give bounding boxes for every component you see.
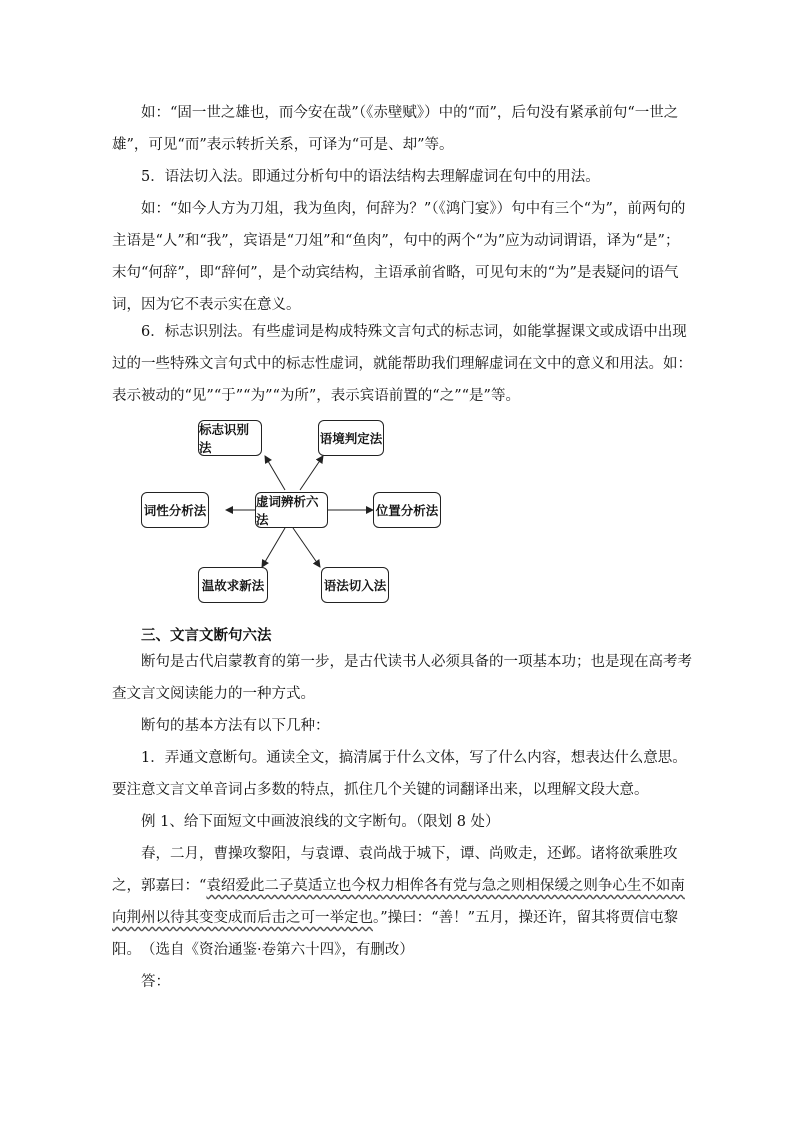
section-heading: 三、文言文断句六法: [141, 627, 272, 644]
diagram-node-center: 虚词辨析六法: [255, 492, 328, 528]
diagram-node-top-right: 语境判定法: [318, 420, 384, 456]
paragraph-example-er: 如：“固一世之雄也，而今安在哉”（《赤壁赋》）中的“而”，后句没有紧承前句“一世之雄”，可见“而”表示转折关系，可译为“可是、却”等。: [112, 105, 679, 153]
diagram-node-bottom-left: 温故求新法: [198, 567, 268, 603]
paragraph-exercise-prompt: 例 1、给下面短文中画波浪线的文字断句。（限划 8 处）: [141, 814, 500, 830]
diagram-node-bottom-right: 语法切入法: [321, 567, 389, 603]
paragraph-example-wei: 如：“如今人方为刀俎，我为鱼肉，何辞为？”（《鸿门宴》）句中有三个“为”，前两句的主语是“人”和“我”，宾语是“刀俎”和“鱼肉”，句中的两个“为”应为动词谓语，译为“是”；末句“何辞”，即“辞何”，是个动宾结构，主语承前省略，可见句末的“为”是表疑问的语气词，因为它不表示实在意义。: [112, 201, 686, 313]
paragraph-intro: 断句是古代启蒙教育的第一步，是古代读书人必须具备的一项基本功；也是现在高考考查文言文阅读能力的一种方式。: [112, 654, 692, 702]
diagram-node-left: 词性分析法: [141, 492, 209, 528]
paragraph-method-6: 6．标志识别法。有些虚词是构成特殊文言句式的标志词，如能掌握课文或成语中出现过的一些特殊文言句式中的标志性虚词，就能帮助我们理解虚词在文中的意义和用法。如：表示被动的“见”“于”“为”“为所”，表示宾语前置的“之”“是”等。: [112, 324, 692, 404]
answer-label: 答：: [141, 974, 170, 990]
paragraph-method-1: 1．弄通文意断句。通读全文，搞清属于什么文体，写了什么内容，想表达什么意思。要注意文言文单音词占多数的特点，抓住几个关键的词翻译出来，以理解文段大意。: [112, 750, 687, 798]
exercise-text-end: 。”操曰：“善！”五月，操还许，留其将贾信屯黎阳。: [112, 910, 678, 958]
source-citation: （选自《资治通鉴·卷第六十四》，有删改）: [141, 942, 414, 958]
paragraph-method-5: 5．语法切入法。即通过分析句中的语法结构去理解虚词在句中的用法。: [141, 169, 600, 185]
paragraph-methods-lead: 断句的基本方法有以下几种：: [141, 718, 330, 734]
exercise-text-start: 春，二月，曹操攻黎阳，与袁谭、袁尚战于城下，谭、尚败走，还邺。诸将欲乘胜攻之，郭嘉曰：“: [112, 846, 678, 894]
diagram-node-top-left: 标志识别法: [198, 420, 262, 456]
diagram-node-right: 位置分析法: [373, 492, 441, 528]
wavy-underlined-text: 袁绍爱此二子莫适立也今权力相侔各有党与急之则相保缓之则争心生不如南向荆州以待其变变成而后击之可一举定也: [112, 878, 685, 926]
